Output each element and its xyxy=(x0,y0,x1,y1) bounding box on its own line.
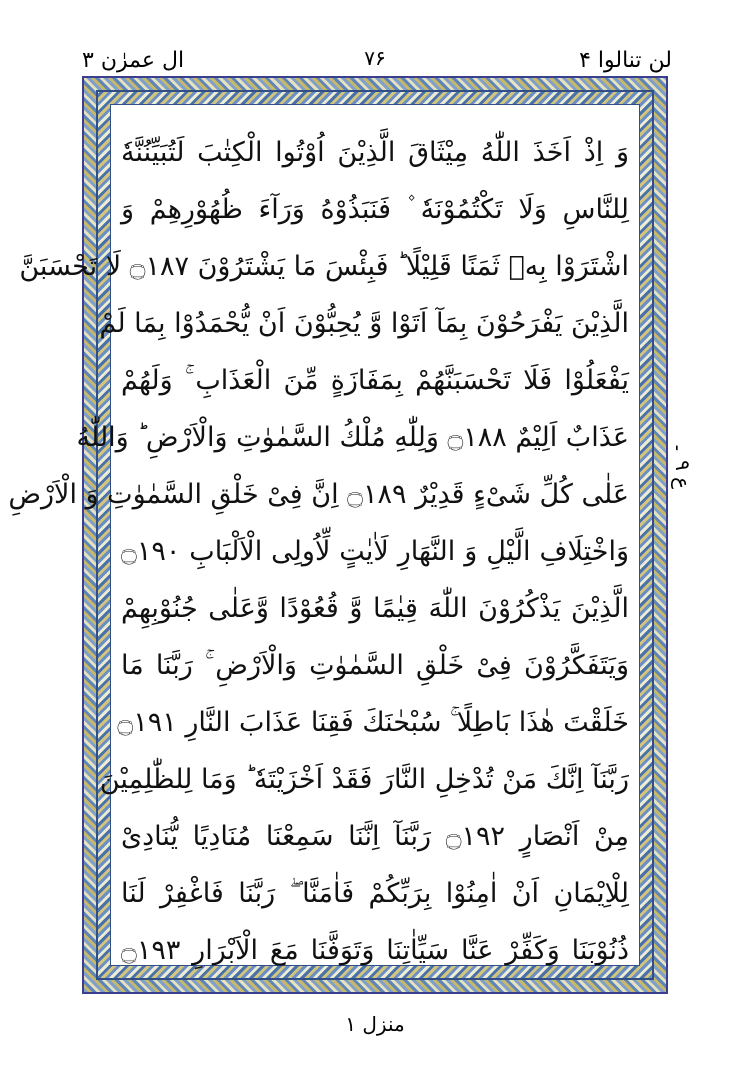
verse-line-3: اشْتَرَوْا بِهٖ ثَمَنًا قَلِيْلًا ؕ فَبِئْسَ مَا يَشْتَرُوْنَ ۝۱۸۷ لَا تَحْسَبَنَّ xyxy=(19,251,629,282)
page-number: ۷۶ xyxy=(364,46,386,70)
surah-name: ال عمرٰن ۳ xyxy=(82,48,185,73)
verse-line-5: يَفْعَلُوْا فَلَا تَحْسَبَنَّهُمْ بِمَفَازَةٍ مِّنَ الْعَذَابِ ۚ وَلَهُمْ xyxy=(121,365,629,396)
verse-line-14: لِلْاِيْمَانِ اَنْ اٰمِنُوْا بِرَبِّكُمْ فَاٰمَنَّا ۖ رَبَّنَا فَاغْفِرْ لَنَا xyxy=(121,878,629,909)
verse-line-7: عَلٰى كُلِّ شَىْءٍ قَدِيْرٌ ۝۱۸۹ اِنَّ فِىْ خَلْقِ السَّمٰوٰتِ وَ الْاَرْضِ xyxy=(8,479,629,510)
verse-line-4: الَّذِيْنَ يَفْرَحُوْنَ بِمَآ اَتَوْا وَّ يُحِبُّوْنَ اَنْ يُّحْمَدُوْا بِمَا لَمْ xyxy=(99,308,629,339)
verse-line-13: مِنْ اَنْصَارٍ ۝۱۹۲ رَبَّنَآ اِنَّنَا سَمِعْنَا مُنَادِيًا يُّنَادِىْ xyxy=(121,821,629,852)
juz-name: لن تنالوا ۴ xyxy=(579,48,672,73)
manzil-label: منزل ۱ xyxy=(345,1012,405,1036)
decorative-border xyxy=(8,76,668,994)
ruku-marker: ع ۹ ۔ xyxy=(671,442,695,490)
verse-line-15: ذُنُوْبَنَا وَكَفِّرْ عَنَّا سَيِّاٰتِنَا وَتَوَفَّنَا مَعَ الْاَبْرَارِ ۝۱۹۳ xyxy=(121,935,629,966)
inner-border xyxy=(8,90,654,980)
verse-line-2: لِلنَّاسِ وَلَا تَكْتُمُوْنَهٗ ۫ فَنَبَذُوْهُ وَرَآءَ ظُهُوْرِهِمْ وَ xyxy=(121,194,629,225)
verse-line-8: وَاخْتِلَافِ الَّيْلِ وَ النَّهَارِ لَاٰيٰتٍ لِّاُولِى الْاَلْبَابِ ۝۱۹۰ xyxy=(121,536,629,567)
verse-line-1: وَ اِذْ اَخَذَ اللّٰهُ مِيْثَاقَ الَّذِيْنَ اُوْتُوا الْكِتٰبَ لَتُبَيِّنُنَّهٗ xyxy=(121,137,629,168)
verse-line-9: الَّذِيْنَ يَذْكُرُوْنَ اللّٰهَ قِيٰمًا وَّ قُعُوْدًا وَّعَلٰى جُنُوْبِهِمْ xyxy=(121,593,629,624)
verse-line-10: وَيَتَفَكَّرُوْنَ فِىْ خَلْقِ السَّمٰوٰتِ وَالْاَرْضِ ۚ رَبَّنَا مَا xyxy=(121,650,629,681)
verse-line-6: عَذَابٌ اَلِيْمٌ ۝۱۸۸ وَلِلّٰهِ مُلْكُ السَّمٰوٰتِ وَالْاَرْضِ ؕ وَاللّٰهُ xyxy=(76,422,629,453)
verse-line-12: رَبَّنَآ اِنَّكَ مَنْ تُدْخِلِ النَّارَ فَقَدْ اَخْزَيْتَهٗ ؕ وَمَا لِلظّٰلِمِيْنَ xyxy=(99,764,629,795)
verse-line-11: خَلَقْتَ هٰذَا بَاطِلًا ۚ سُبْحٰنَكَ فَقِنَا عَذَابَ النَّارِ ۝۱۹۱ xyxy=(117,707,629,738)
verse-text-area xyxy=(8,104,640,966)
